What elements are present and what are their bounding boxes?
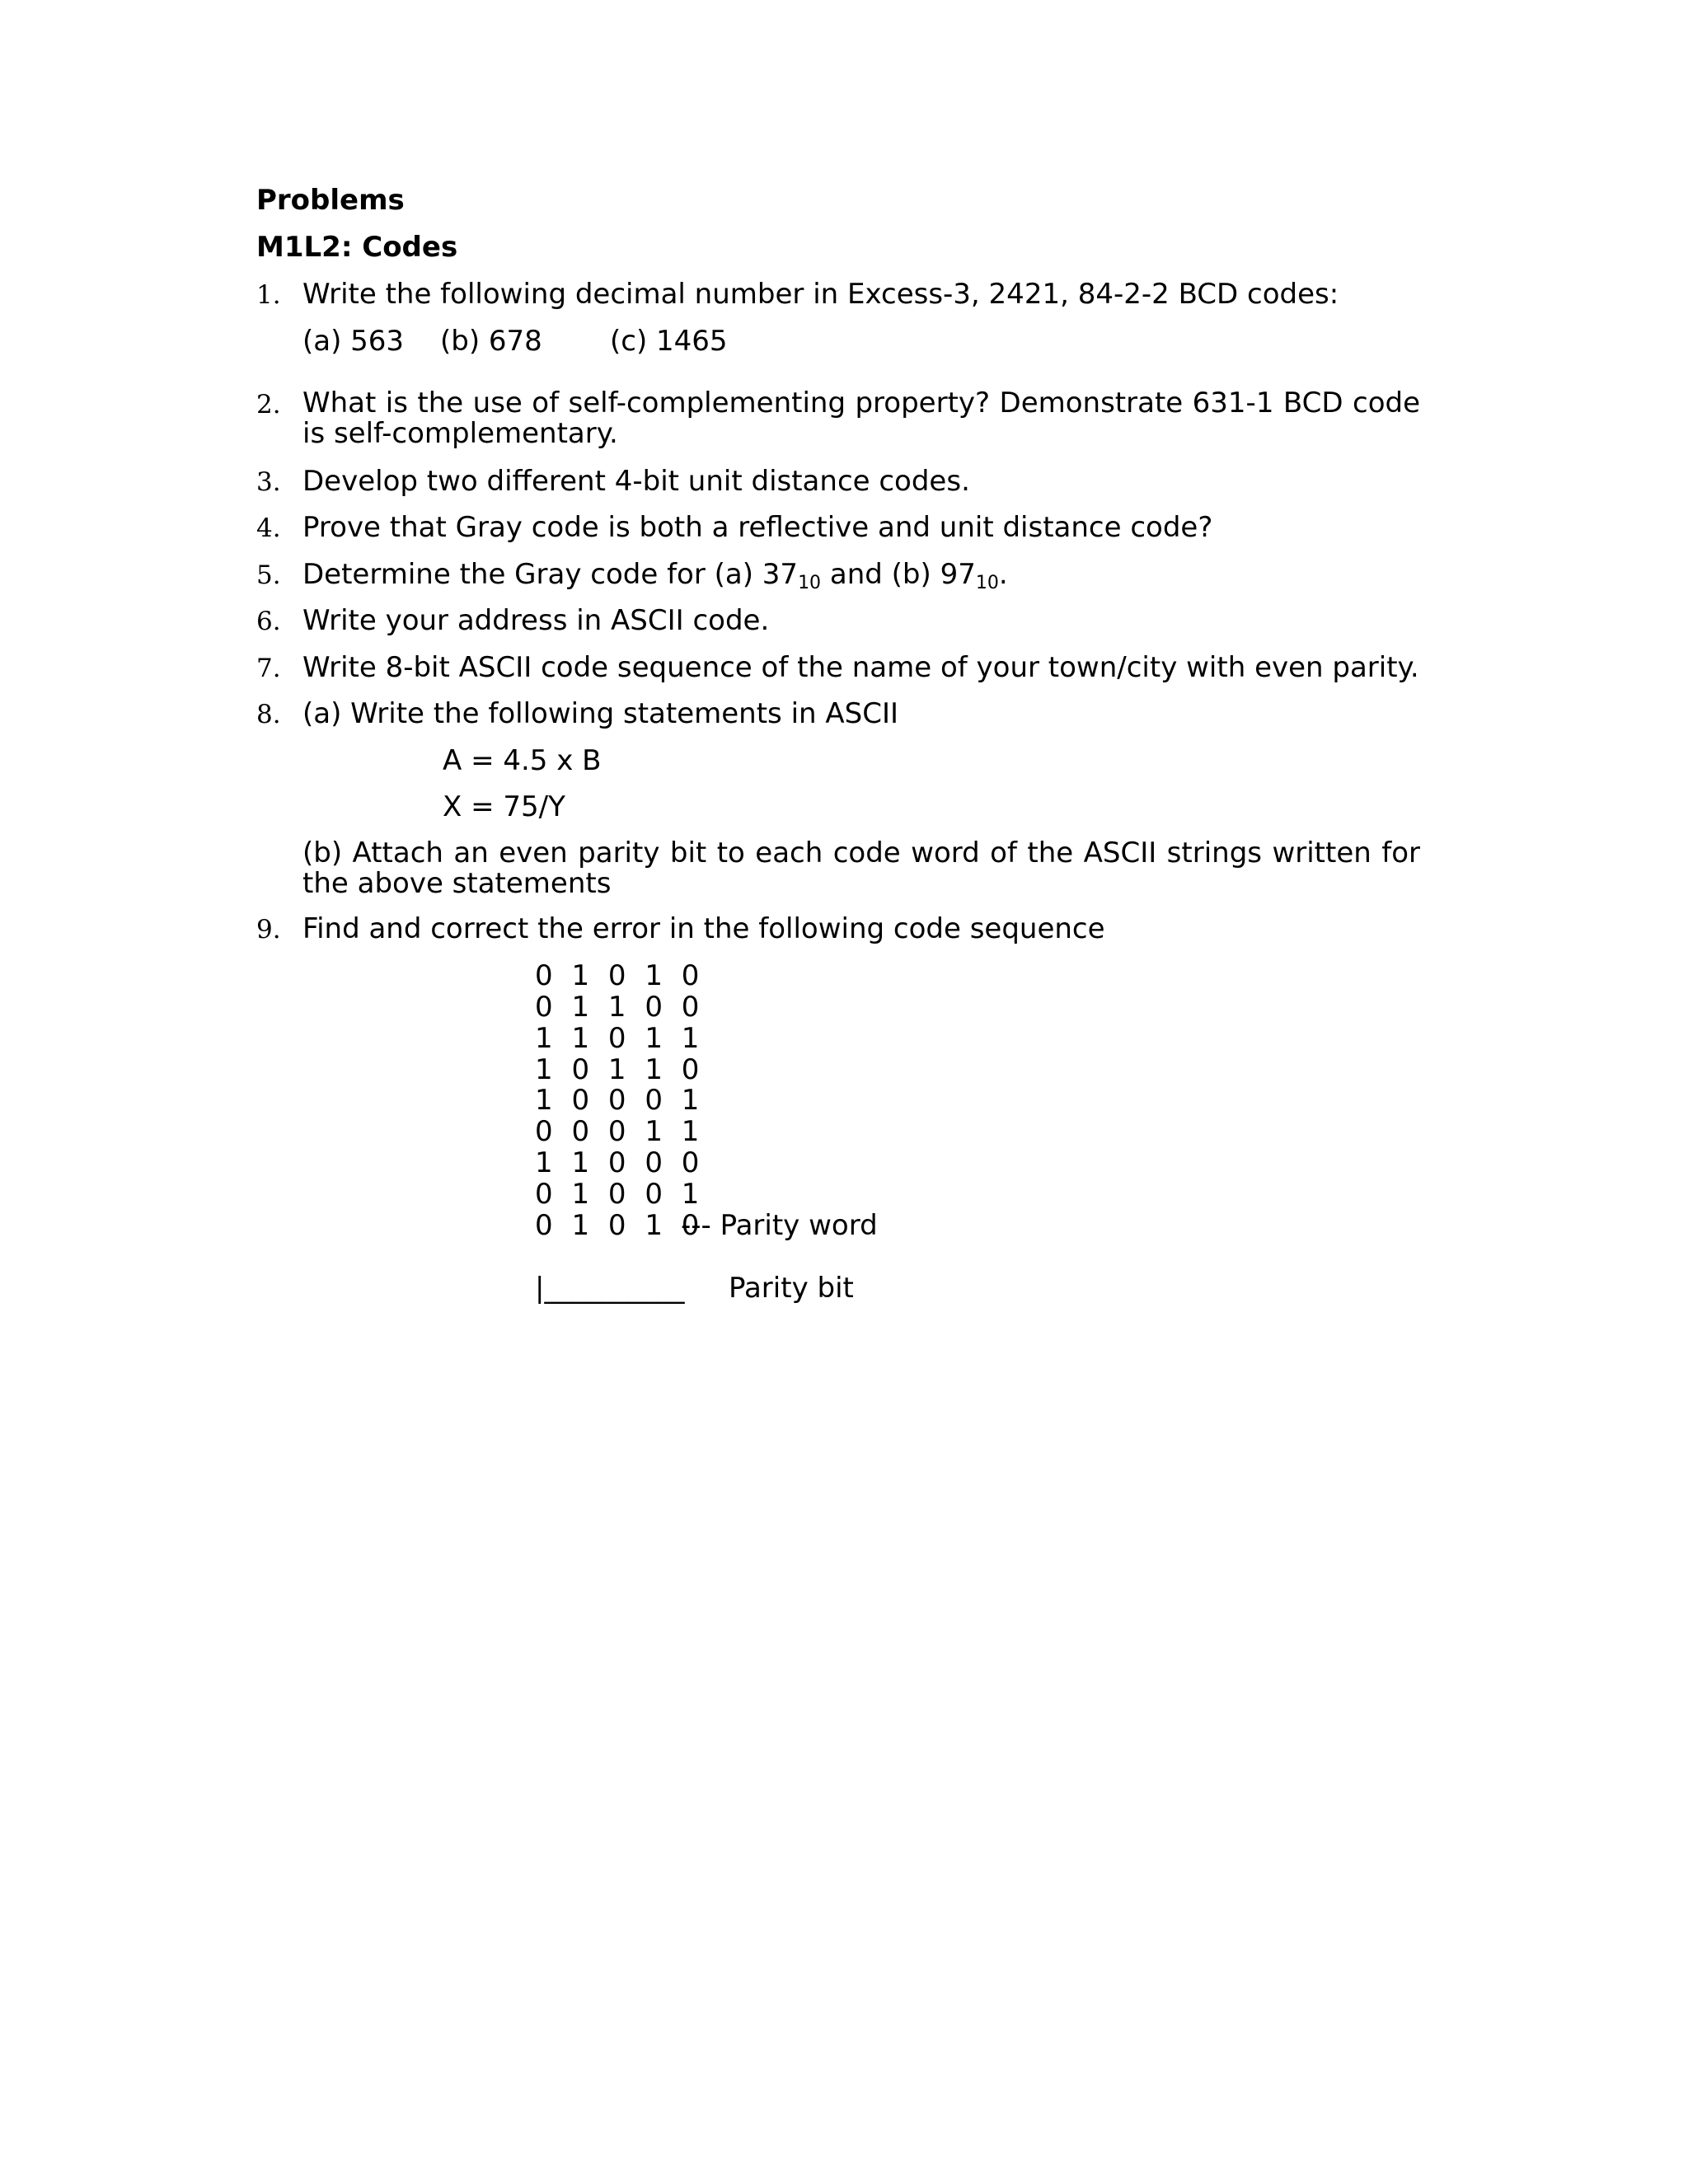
code-row: 1 0 1 1 0 <box>535 1053 705 1086</box>
code-row: 1 0 0 0 1 <box>535 1084 705 1117</box>
problem-7-number: 7. <box>256 654 281 683</box>
problem-8-part-b: (b) Attach an even parity bit to each code word of the ASCII strings written for the above statements <box>302 837 1420 900</box>
statement-2: X = 75/Y <box>443 790 565 823</box>
problem-5-mid: and (b) 97 <box>821 558 976 591</box>
problem-8-text: (a) Write the following statements in ASCII <box>302 697 899 730</box>
problem-6-text: Write your address in ASCII code. <box>302 604 770 637</box>
code-row: 1 1 0 1 1 <box>535 1022 705 1055</box>
problem-5-number: 5. <box>256 560 281 590</box>
problem-5-subscript-b: 10 <box>975 573 999 593</box>
problem-3-text: Develop two different 4-bit unit distance codes. <box>302 465 970 498</box>
problem-3-number: 3. <box>256 467 281 497</box>
problem-2-text: What is the use of self-complementing property? Demonstrate 631-1 BCD code is self-complementary. <box>302 387 1420 450</box>
problem-7-text: Write 8-bit ASCII code sequence of the name of your town/city with even parity. <box>302 651 1419 684</box>
problem-1-text: Write the following decimal number in Excess-3, 2421, 84-2-2 BCD codes: <box>302 278 1339 311</box>
problem-1-number: 1. <box>256 280 281 310</box>
option-b: (b) 678 <box>440 325 542 358</box>
problem-4-number: 4. <box>256 513 281 543</box>
problem-9-text: Find and correct the error in the following code sequence <box>302 912 1105 945</box>
code-row: 0 1 1 0 0 <box>535 991 705 1024</box>
problem-5-subscript-a: 10 <box>798 573 822 593</box>
problem-5-suffix: . <box>998 558 1008 591</box>
option-a: (a) 563 <box>302 325 405 358</box>
code-row: 0 1 0 1 0 <box>535 1209 705 1242</box>
problem-5-prefix: Determine the Gray code for (a) 37 <box>302 558 799 591</box>
problem-5-text <box>302 559 1420 593</box>
problem-2-number: 2. <box>256 390 281 419</box>
option-c: (c) 1465 <box>610 325 728 358</box>
problem-9-number: 9. <box>256 915 281 944</box>
parity-bit-label: Parity bit <box>729 1272 854 1305</box>
code-row: 0 1 0 1 0 <box>535 959 705 992</box>
statement-1: A = 4.5 x B <box>443 744 602 777</box>
code-row: 1 1 0 0 0 <box>535 1146 705 1179</box>
problem-1-options <box>302 326 1420 358</box>
page-title: Problems <box>256 184 405 217</box>
parity-bit-marker: |__________ <box>535 1272 685 1305</box>
parity-word-label: --- Parity word <box>681 1209 878 1242</box>
section-title: M1L2: Codes <box>256 231 458 264</box>
code-row: 0 0 0 1 1 <box>535 1115 705 1148</box>
problem-8-number: 8. <box>256 700 281 729</box>
code-row: 0 1 0 0 1 <box>535 1178 705 1211</box>
problem-4-text: Prove that Gray code is both a reflective and unit distance code? <box>302 511 1213 544</box>
problem-6-number: 6. <box>256 607 281 636</box>
